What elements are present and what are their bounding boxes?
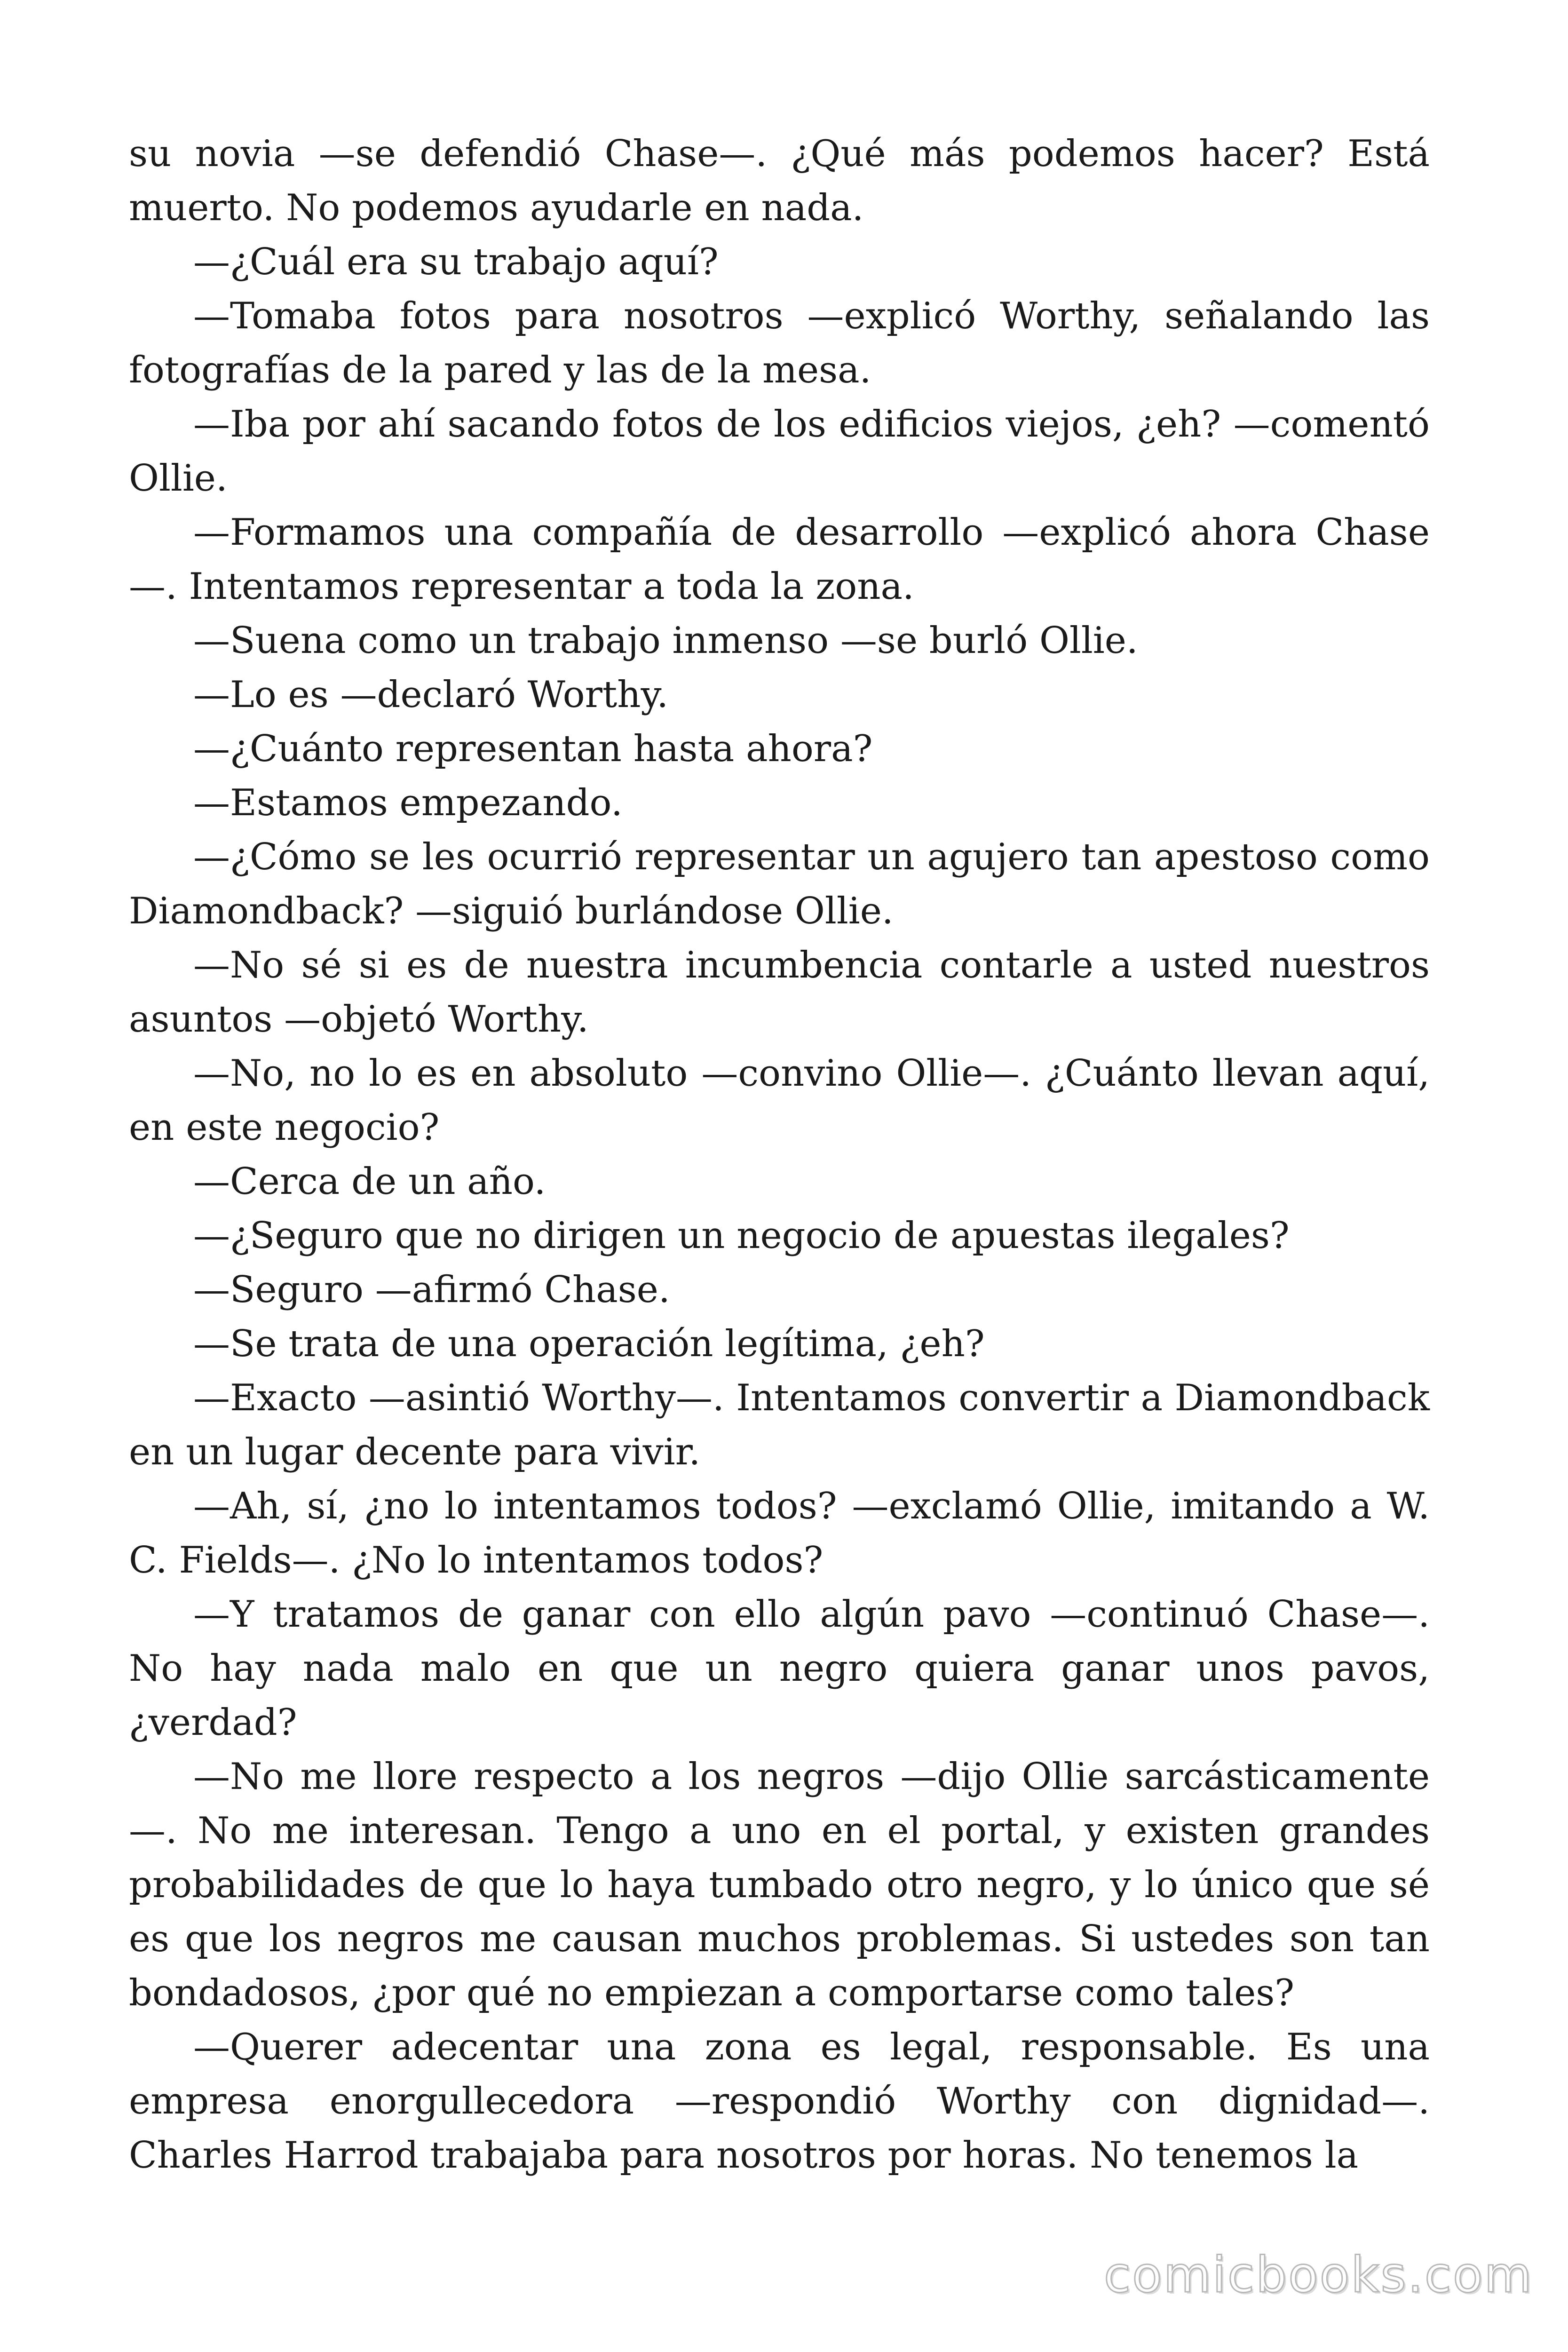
watermark: comicbooks.com (1103, 2246, 1533, 2304)
paragraph: —Exacto —asintió Worthy—. Intentamos convertir a Diamondback en un lugar decente para vivir. (129, 1377, 1430, 1473)
paragraph: —No sé si es de nuestra incumbencia contarle a usted nuestros asuntos —objetó Worthy. (129, 944, 1430, 1041)
paragraph: —Y tratamos de ganar con ello algún pavo —continuó Chase—. No hay nada malo en que un negro quiera ganar unos pavos, ¿verdad? (129, 1593, 1430, 1744)
paragraph: —Estamos empezando. (193, 782, 623, 824)
paragraph: —Cerca de un año. (193, 1160, 546, 1203)
paragraph: —¿Cuál era su trabajo aquí? (193, 241, 719, 283)
paragraph: —No, no lo es en absoluto —convino Ollie—. ¿Cuánto llevan aquí, en este negocio? (129, 1052, 1430, 1149)
paragraph: —Ah, sí, ¿no lo intentamos todos? —exclamó Ollie, imitando a W. C. Fields—. ¿No lo intentamos todos? (129, 1485, 1430, 1581)
paragraph: —Suena como un trabajo inmenso —se burló Ollie. (193, 620, 1138, 662)
paragraph: —Seguro —afirmó Chase. (193, 1269, 670, 1311)
paragraph: —Formamos una compañía de desarrollo —explicó ahora Chase —. Intentamos representar a toda la zona. (129, 511, 1430, 608)
paragraph: —Tomaba fotos para nosotros —explicó Worthy, señalando las fotografías de la pared y las de la mesa. (129, 295, 1430, 391)
paragraph: —Iba por ahí sacando fotos de los edificios viejos, ¿eh? —comentó Ollie. (129, 403, 1430, 500)
page-text (129, 127, 1430, 2183)
paragraph: su novia —se defendió Chase—. ¿Qué más podemos hacer? Está muerto. No podemos ayudarle en nada. (129, 133, 1430, 229)
paragraph: —Querer adecentar una zona es legal, responsable. Es una empresa enorgullecedora —respondió Worthy con dignidad—. Charles Harrod trabajaba para nosotros por horas. No tenemos la (129, 2026, 1430, 2177)
paragraph: —¿Cómo se les ocurrió representar un agujero tan apestoso como Diamondback? —siguió burlándose Ollie. (129, 836, 1430, 932)
paragraph: —¿Cuánto representan hasta ahora? (193, 728, 873, 770)
paragraph: —¿Seguro que no dirigen un negocio de apuestas ilegales? (193, 1215, 1290, 1257)
paragraph: —Lo es —declaró Worthy. (193, 674, 669, 716)
paragraph: —Se trata de una operación legítima, ¿eh? (193, 1323, 985, 1365)
paragraph: —No me llore respecto a los negros —dijo Ollie sarcásticamente —. No me interesan. Tengo a uno en el portal, y existen grandes probabilidades de que lo haya tumbado otro negro, y lo único que sé es que los negros me causan muchos problemas. Si ustedes son tan bondadosos, ¿por qué no empiezan a comportarse como tales? (129, 1756, 1430, 2014)
